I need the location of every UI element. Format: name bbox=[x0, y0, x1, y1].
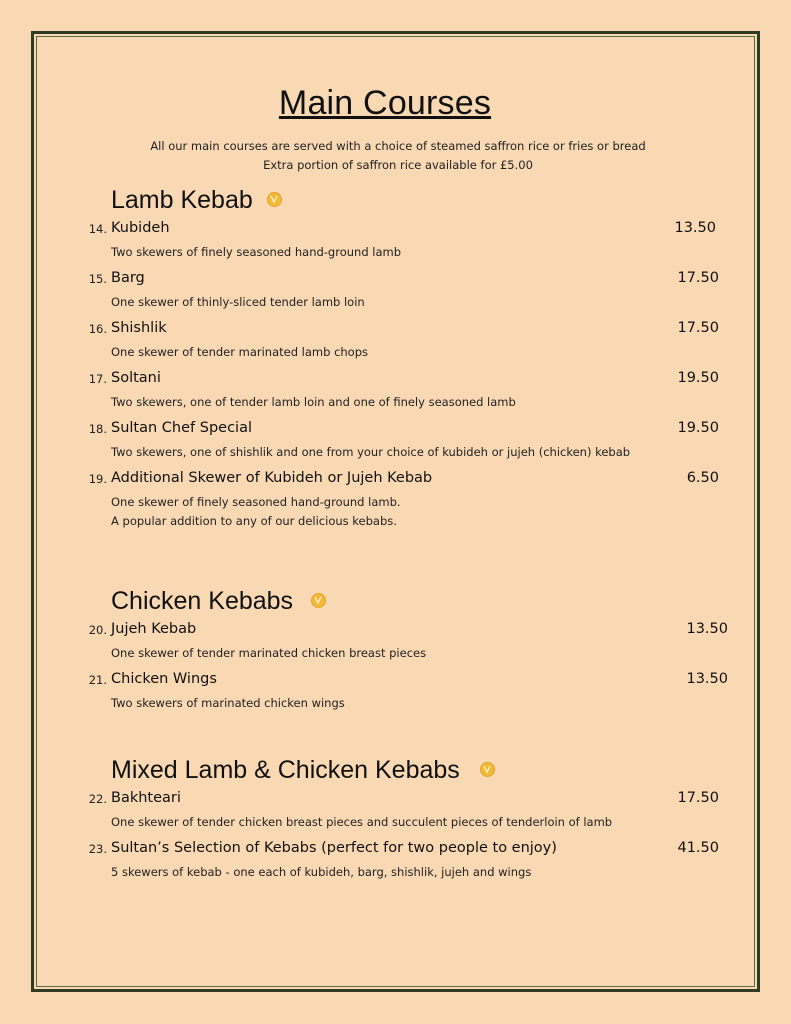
item-name: Kubideh bbox=[111, 220, 170, 236]
page-title: Main Courses bbox=[278, 84, 492, 122]
item-description: 5 skewers of kebab - one each of kubideh, barg, shishlik, jujeh and wings bbox=[111, 865, 532, 879]
item-description: One skewer of tender marinated lamb chops bbox=[111, 345, 369, 359]
item-description: One skewer of tender chicken breast pieces and succulent pieces of tenderloin of lamb bbox=[111, 815, 613, 829]
item-description bbox=[111, 493, 401, 531]
item-name: Barg bbox=[111, 270, 145, 286]
item-name: Jujeh Kebab bbox=[111, 621, 197, 637]
section-title-text: Chicken Kebabs bbox=[111, 587, 294, 615]
section-title-lamb-kebab bbox=[111, 186, 282, 215]
vegetarian-badge-icon bbox=[311, 593, 326, 608]
item-price: 41.50 bbox=[677, 840, 719, 856]
item-number: 20. bbox=[88, 623, 107, 637]
section-title-text: Mixed Lamb & Chicken Kebabs bbox=[111, 756, 460, 784]
item-number: 17. bbox=[88, 372, 107, 386]
item-name: Chicken Wings bbox=[111, 671, 217, 687]
item-description: Two skewers, one of shishlik and one from your choice of kubideh or jujeh (chicken) kebab bbox=[111, 445, 631, 459]
item-name: Shishlik bbox=[111, 320, 167, 336]
item-number: 23. bbox=[88, 842, 107, 856]
section-title-chicken-kebabs bbox=[111, 587, 326, 616]
item-description: One skewer of tender marinated chicken breast pieces bbox=[111, 646, 427, 660]
item-number: 22. bbox=[88, 792, 107, 806]
intro-line-1: All our main courses are served with a choice of steamed saffron rice or fries or bread bbox=[150, 139, 646, 153]
vegetarian-badge-icon bbox=[267, 192, 282, 207]
item-price: 13.50 bbox=[686, 671, 728, 687]
item-price: 19.50 bbox=[677, 370, 719, 386]
item-description: Two skewers of marinated chicken wings bbox=[111, 696, 345, 710]
intro-line-2: Extra portion of saffron rice available for £5.00 bbox=[263, 158, 533, 172]
item-number: 15. bbox=[88, 272, 107, 286]
item-description: Two skewers, one of tender lamb loin and one of finely seasoned lamb bbox=[111, 395, 516, 409]
item-description-line: A popular addition to any of our delicious kebabs. bbox=[111, 514, 397, 528]
item-number: 14. bbox=[88, 222, 107, 236]
item-number: 16. bbox=[88, 322, 107, 336]
item-name: Sultan Chef Special bbox=[111, 420, 252, 436]
item-name: Soltani bbox=[111, 370, 161, 386]
item-number: 18. bbox=[88, 422, 107, 436]
item-price: 13.50 bbox=[674, 220, 716, 236]
item-price: 17.50 bbox=[677, 320, 719, 336]
section-title-mixed-kebabs bbox=[111, 756, 495, 785]
vegetarian-badge-icon bbox=[480, 762, 495, 777]
item-price: 19.50 bbox=[677, 420, 719, 436]
item-name: Bakhteari bbox=[111, 790, 181, 806]
item-description: Two skewers of finely seasoned hand-ground lamb bbox=[111, 245, 402, 259]
item-price: 6.50 bbox=[686, 470, 719, 486]
item-price: 17.50 bbox=[677, 270, 719, 286]
item-price: 13.50 bbox=[686, 621, 728, 637]
section-title-text: Lamb Kebab bbox=[111, 186, 253, 214]
item-number: 19. bbox=[88, 472, 107, 486]
item-price: 17.50 bbox=[677, 790, 719, 806]
item-description-line: One skewer of finely seasoned hand-ground lamb. bbox=[111, 495, 401, 509]
item-name: Additional Skewer of Kubideh or Jujeh Kebab bbox=[111, 470, 433, 486]
item-name: Sultan’s Selection of Kebabs (perfect for two people to enjoy) bbox=[111, 840, 557, 856]
item-number: 21. bbox=[88, 673, 107, 687]
item-description: One skewer of thinly-sliced tender lamb loin bbox=[111, 295, 365, 309]
